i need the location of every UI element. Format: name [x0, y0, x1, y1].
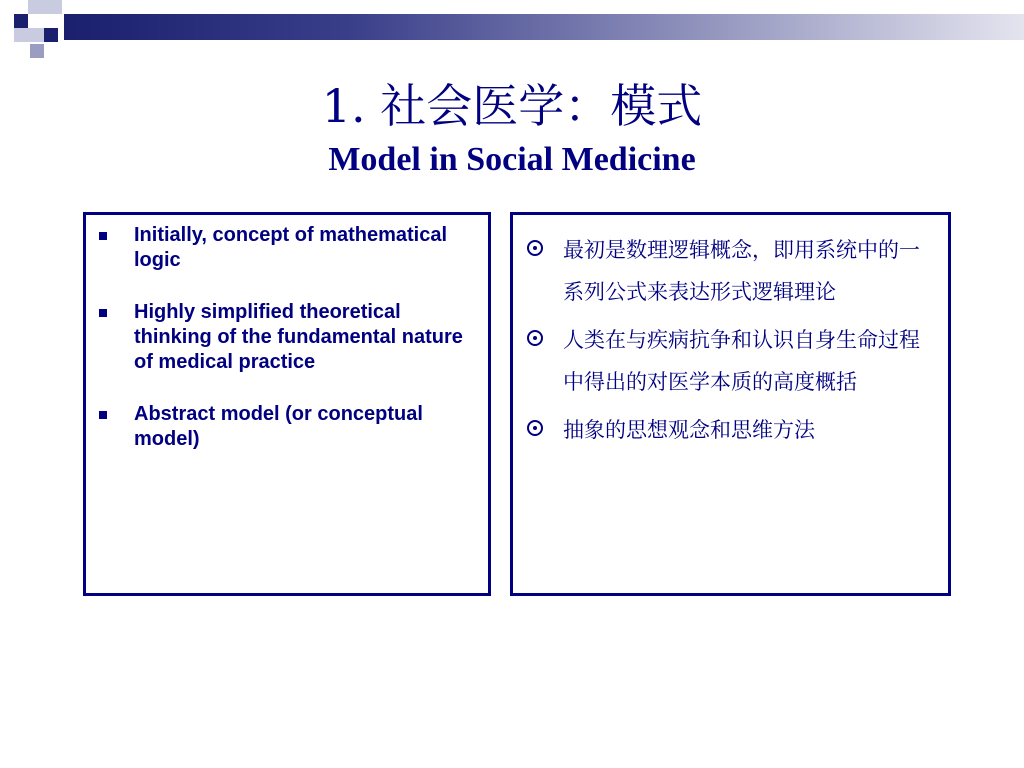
square-bullet-icon — [99, 309, 107, 317]
slide-title-english: Model in Social Medicine — [328, 141, 696, 178]
slide-title-chinese: 1. 社会医学：模式 — [321, 79, 703, 133]
bullet-text: 抽象的思想观念和思维方法 — [563, 418, 815, 442]
chinese-content-box — [510, 212, 951, 596]
header-decoration — [0, 0, 1024, 70]
english-bullet-list — [86, 215, 488, 452]
circle-dot-bullet-icon — [527, 420, 543, 436]
bullet-text: Abstract model (or conceptual model) — [134, 403, 423, 450]
square-bullet-icon — [99, 411, 107, 419]
list-item — [513, 229, 940, 313]
english-content-box — [83, 212, 491, 596]
bullet-text: Highly simplified theoretical thinking of the fundamental nature of medical practice — [134, 301, 463, 373]
deco-square — [28, 0, 62, 14]
circle-dot-bullet-icon — [527, 240, 543, 256]
list-item — [86, 223, 478, 273]
bullet-text: Initially, concept of mathematical logic — [134, 224, 448, 271]
list-item — [513, 319, 940, 403]
list-item — [86, 402, 478, 452]
list-item — [513, 409, 940, 451]
list-item — [86, 300, 478, 375]
deco-square — [14, 14, 28, 28]
bullet-text: 人类在与疾病抗争和认识自身生命过程中得出的对医学本质的高度概括 — [563, 328, 920, 394]
square-bullet-icon — [99, 232, 107, 240]
bullet-text: 最初是数理逻辑概念，即用系统中的一系列公式来表达形式逻辑理论 — [563, 238, 920, 304]
circle-dot-bullet-icon — [527, 330, 543, 346]
deco-square — [30, 44, 44, 58]
chinese-bullet-list — [513, 215, 948, 451]
deco-square — [14, 28, 44, 42]
header-gradient-bar — [64, 14, 1024, 40]
deco-square — [44, 28, 58, 42]
